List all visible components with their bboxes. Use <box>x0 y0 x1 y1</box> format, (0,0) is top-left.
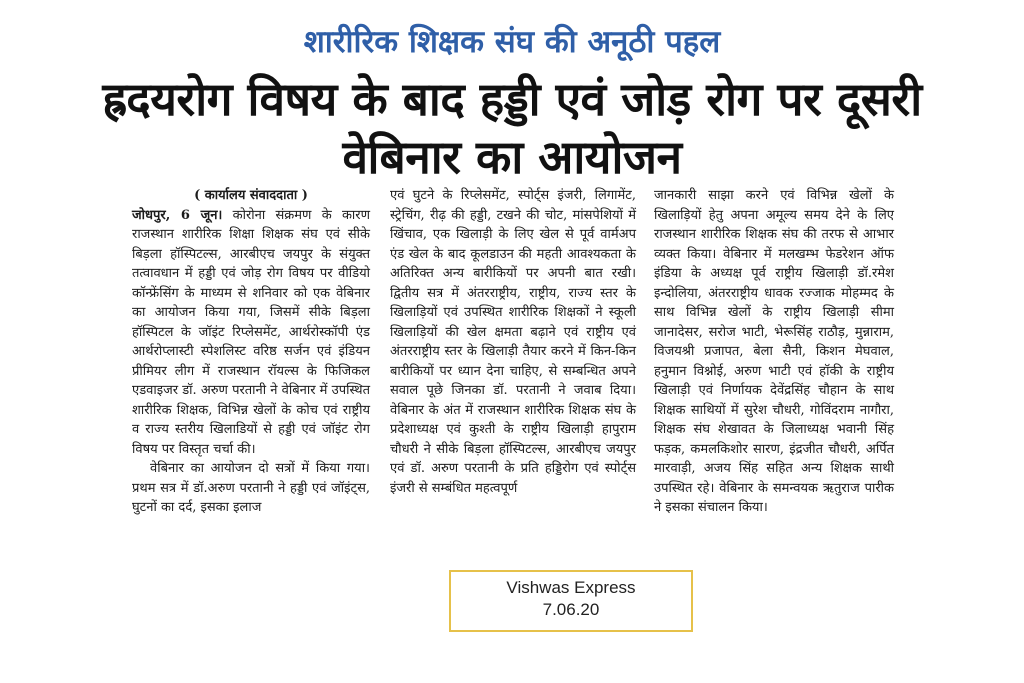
article-body-3: जानकारी साझा करने एवं विभिन्न खेलों के खिलाड़ियों हेतु अपना अमूल्य समय देने के लिए राजस्थान शारीरिक शिक्षक संघ की तरफ से आभार व्यक्त किया। वेबिनार में मलखम्भ फेडरेशन ऑफ इंडिया के अध्यक्ष पूर्व राष्ट्रीय खिलाड़ी डॉ.रमेश इन्दोलिया, अंतरराष्ट्रीय धावक रज्जाक मोहम्मद के साथ विभिन्न खेलों के राष्ट्रीय खिलाड़ी सीमा जानादेसर, सरोज भाटी, भेरूसिंह राठौड़, मुन्नाराम, विजयश्री प्रजापत, बेला सैनी, किशन मेघवाल, हनुमान विश्नोई, अरुण भाटी एवं हॉकी के राष्ट्रीय खिलाड़ी एवं निर्णायक देवेंद्रसिंह चौहान के साथ शिक्षक साथियों में सुरेश चौधरी, गोविंदराम नागौरा, शिक्षक संघ शेखावत के जिलाध्यक्ष भवानी सिंह फड़क, कमलकिशोर सारण, इंद्रजीत चौधरी, अर्पित मारवाड़ी, अजय सिंह सहित अन्य शिक्षक साथी उपस्थित रहे। वेबिनार के समन्वयक ऋतुराज पारीक ने इसका संचालन किया। <box>654 188 894 515</box>
article-headline: ह्रदयरोग विषय के बाद हड्डी एवं जोड़ रोग पर दूसरी वेबिनार का आयोजन <box>102 72 922 184</box>
article-dateline: जोधपुर, 6 जून। <box>132 207 223 223</box>
source-credit-box <box>449 570 693 632</box>
article-body-2: एवं घुटने के रिप्लेसमेंट, स्पोर्ट्स इंजरी, लिगामेंट, स्ट्रेचिंग, रीढ़ की हड्डी, टखने की चोट, मांसपेशियों में खिंचाव, एक खिलाड़ी के लिए खेल से पूर्व वार्मअप एंड खेल के बाद कूलडाउन की महती आवश्यकता के अतिरिक्त अन्य बारीकियों पर अपनी बात रखी। द्वितीय सत्र में अंतरराष्ट्रीय, राष्ट्रीय, राज्य स्तर के खिलाड़ियों एवं उपस्थित शारीरिक शिक्षकों ने स्कूली खिलाड़ियों की खेल क्षमता बढ़ाने एवं राष्ट्रीय एवं अंतरराष्ट्रीय स्तर के खिलाड़ी तैयार करने में किन-किन बारीकियों पर ध्यान देना चाहिए, से सम्बन्धित अपने सवाल पूछे जिनका डॉ. परतानी ने जवाब दिया। वेबिनार के अंत में राजस्थान शारीरिक शिक्षक संघ के प्रदेशाध्यक्ष एवं कुश्ती के राष्ट्रीय खिलाड़ी हापुराम चौधरी ने सीके बिड़ला हॉस्पिटल्स, आरबीएच जयपुर एवं डॉ. अरुण परतानी के प्रति हड्डिरोग एवं स्पोर्ट्स इंजरी से सम्बंधित महत्वपूर्ण <box>390 188 636 496</box>
article-column-2 <box>390 186 636 498</box>
article-paragraph-2: वेबिनार का आयोजन दो सत्रों में किया गया। प्रथम सत्र में डॉ.अरुण परतानी ने हड्डी एवं जॉइंट्स, घुटनों का दर्द, इसका इलाज <box>132 461 370 515</box>
article-paragraph-1 <box>132 206 370 460</box>
source-date: 7.06.20 <box>542 600 600 619</box>
article-column-3 <box>654 186 894 518</box>
source-name: Vishwas Express <box>506 578 636 597</box>
article-column-1 <box>132 186 370 518</box>
article-byline: ( कार्यालय संवाददाता ) <box>194 188 308 203</box>
article-body-1: कोरोना संक्रमण के कारण राजस्थान शारीरिक शिक्षा शिक्षक संघ एवं सीके बिड़ला हॉस्पिटल्स, आरबीएच जयपुर के संयुक्त तत्वावधान में हड्डी एवं जोड़ रोग विषय पर वीडियो कॉन्फ्रेंसिंग के माध्यम से शनिवार को एक वेबिनार का आयोजन किया गया, जिसमें सीके बिड़ला हॉस्पिटल के जॉइंट रिप्लेसमेंट, आर्थरोस्कॉपी एंड आर्थरोप्लास्टी स्पेशलिस्ट वरिष्ठ सर्जन एवं इंडियन प्रीमियर लीग में राजस्थान रॉयल्स के फिजिकल एडवाइजर डॉ. अरुण परतानी ने वेबिनार में उपस्थित शारीरिक शिक्षक, विभिन्न खेलों के कोच एवं राष्ट्रीय व राज्य स्तरीय खिलाडियों से हड्डी एवं जॉइंट रोग विषय पर विस्तृत चर्चा की। <box>132 207 371 457</box>
article-kicker: शारीरिक शिक्षक संघ की अनूठी पहल <box>303 24 721 60</box>
